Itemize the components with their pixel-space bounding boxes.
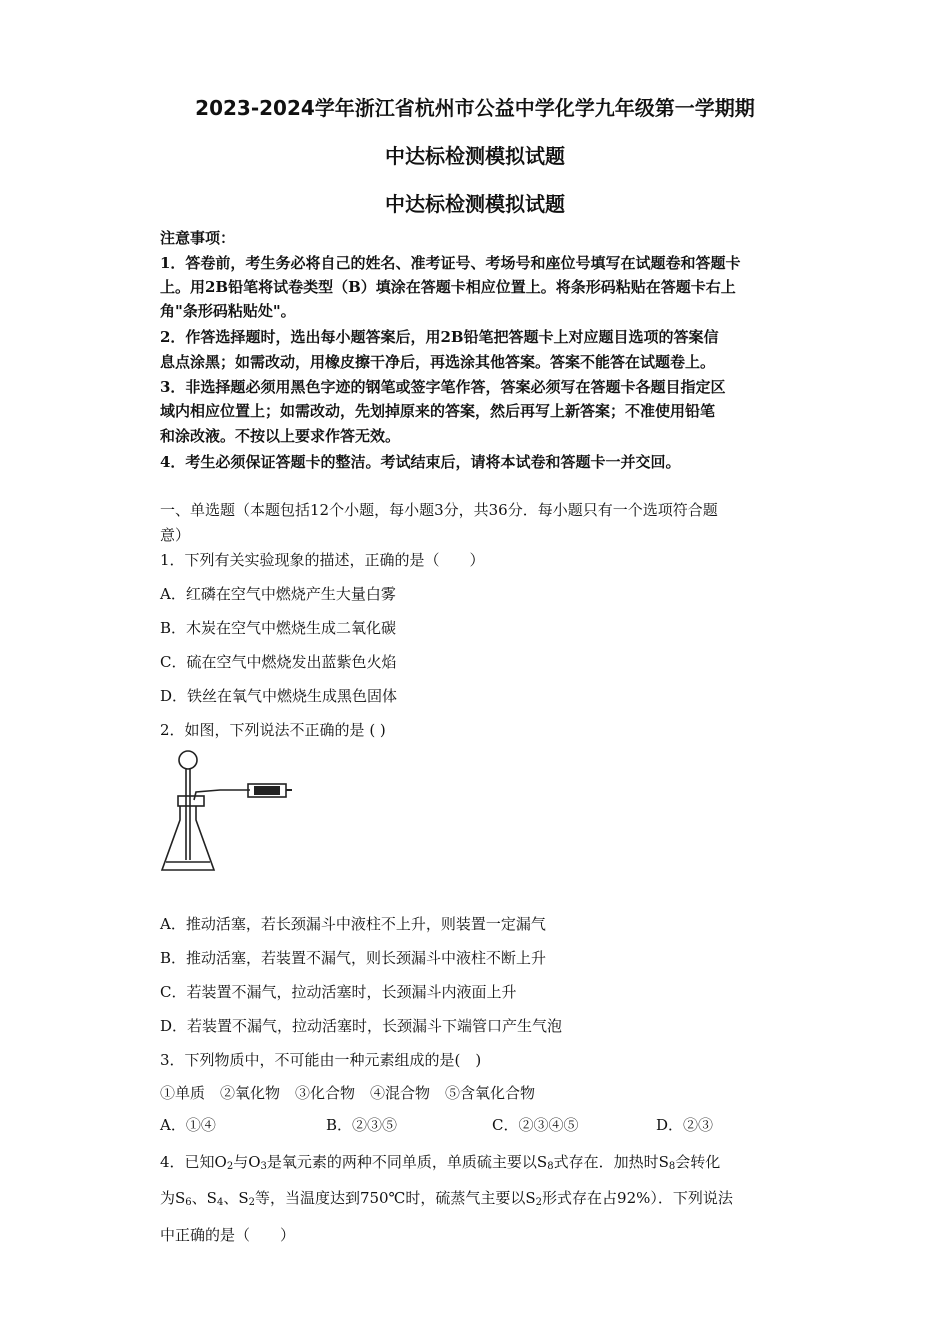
notice-line: 和涂改液。不按以上要求作答无效。 xyxy=(160,427,401,445)
notice-line: 角"条形码粘贴处"。 xyxy=(160,302,296,320)
question-1-stem: 1．下列有关实验现象的描述，正确的是（ ） xyxy=(160,551,485,569)
notice-line: 4．考生必须保证答题卡的整洁。考试结束后，请将本试卷和答题卡一并交回。 xyxy=(160,453,681,471)
section-heading: 一、单选题（本题包括12个小题，每小题3分，共36分．每小题只有一个选项符合题 xyxy=(160,501,718,519)
syringe-plunger xyxy=(254,786,280,795)
question-3-stem: 3．下列物质中，不可能由一种元素组成的是( ) xyxy=(160,1051,482,1069)
question-1-option-a: A．红磷在空气中燃烧产生大量白雾 xyxy=(160,585,396,603)
question-3-items: ①单质 ②氧化物 ③化合物 ④混合物 ⑤含氧化合物 xyxy=(160,1084,536,1102)
question-3-option-d: D．②③ xyxy=(656,1116,714,1134)
stopper xyxy=(178,796,204,806)
question-2-option-c: C．若装置不漏气，拉动活塞时，长颈漏斗内液面上升 xyxy=(160,983,517,1001)
notice-heading: 注意事项： xyxy=(160,229,236,247)
notice-line: 2．作答选择题时，选出每小题答案后，用2B铅笔把答题卡上对应题目选项的答案信 xyxy=(160,328,719,346)
notice-line: 1．答卷前，考生务必将自己的姓名、准考证号、考场号和座位号填写在试题卷和答题卡 xyxy=(160,254,741,272)
question-3-option-c: C．②③④⑤ xyxy=(492,1116,579,1134)
notice-line: 3．非选择题必须用黑色字迹的钢笔或签字笔作答，答案必须写在答题卡各题目指定区 xyxy=(160,378,726,396)
question-3-option-a: A．①④ xyxy=(160,1116,216,1134)
delivery-tube xyxy=(194,790,250,800)
question-4-line-1: 4．已知$O_2$与$O_3$是氧元素的两种不同单质，单质硫主要以$S_8$式存在．加热时$S_8$会转化 xyxy=(160,1153,721,1172)
question-2-option-b: B．推动活塞，若装置不漏气，则长颈漏斗中液柱不断上升 xyxy=(160,949,547,967)
section-heading-cont: 意） xyxy=(160,526,191,544)
notice-line: 上。用2B铅笔将试卷类型（B）填涂在答题卡相应位置上。将条形码粘贴在答题卡右上 xyxy=(160,278,736,296)
question-2-stem: 2．如图，下列说法不正确的是 ( ) xyxy=(160,721,386,739)
question-2-option-d: D．若装置不漏气，拉动活塞时，长颈漏斗下端管口产生气泡 xyxy=(160,1017,563,1035)
exam-title-line-2: 中达标检测模拟试题 xyxy=(385,144,565,168)
question-1-option-d: D．铁丝在氧气中燃烧生成黑色固体 xyxy=(160,687,398,705)
flask xyxy=(162,806,214,870)
notice-line: 息点涂黑；如需改动，用橡皮擦干净后，再选涂其他答案。答案不能答在试题卷上。 xyxy=(160,353,716,371)
funnel-bulb xyxy=(179,751,197,769)
apparatus-figure xyxy=(158,748,293,878)
question-1-option-b: B．木炭在空气中燃烧生成二氧化碳 xyxy=(160,619,397,637)
notice-line: 域内相应位置上；如需改动，先划掉原来的答案，然后再写上新答案；不准使用铅笔 xyxy=(160,402,716,420)
exam-title-line-3: 中达标检测模拟试题 xyxy=(385,192,565,216)
question-3-option-b: B．②③⑤ xyxy=(326,1116,398,1134)
question-2-option-a: A．推动活塞，若长颈漏斗中液柱不上升，则装置一定漏气 xyxy=(160,915,546,933)
question-1-option-c: C．硫在空气中燃烧发出蓝紫色火焰 xyxy=(160,653,397,671)
exam-title-line-1: 2023-2024学年浙江省杭州市公益中学化学九年级第一学期期 xyxy=(195,96,755,120)
question-4-line-2: 为$S_6$、$S_4$、$S_2$等，当温度达到750℃时，硫蒸气主要以$S_2$形式存在占92%）．下列说法 xyxy=(160,1189,733,1208)
question-4-line-3: 中正确的是（ ） xyxy=(160,1226,296,1244)
question-3-options xyxy=(160,1114,800,1136)
